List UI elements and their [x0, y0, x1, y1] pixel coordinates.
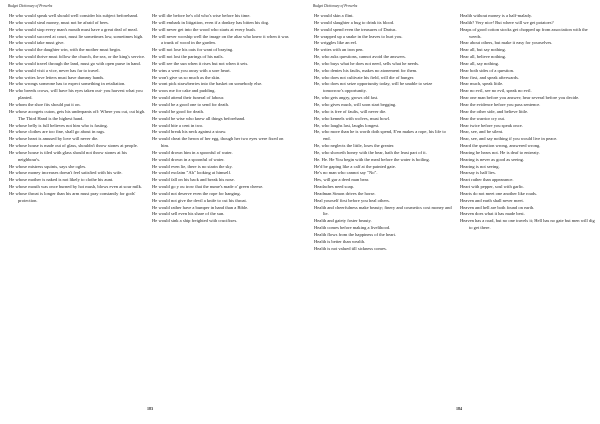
proverb-entry: He wrapped up a snake in the leaves to hurt you. — [314, 33, 403, 39]
running-header: Budget Dictionary of Proverbs — [313, 4, 358, 8]
proverb-entry: Hear twice before you speak once. — [460, 122, 523, 128]
proverb-entry: Hear, see, and be silent. — [460, 129, 504, 135]
proverb-entry: He wins a west you away with a sore heart. — [152, 67, 231, 73]
proverb-entry: Health comes before making a livelihood. — [314, 225, 391, 231]
proverb-entry: He, who gets angry, grows old fast. — [314, 95, 379, 101]
proverb-entry: Hear much, speak little. — [460, 81, 504, 87]
proverb-entry: He would break his neck against a straw. — [152, 129, 227, 135]
proverb-entry: He will embark in litigation, even if a donkey has bitten his dog. — [152, 19, 270, 25]
proverb-entry: He. He. He You begin with the meal before the water is boiling. — [314, 156, 430, 162]
proverb-entry: Hear the other side, and believe little. — [460, 108, 529, 114]
proverb-column — [460, 13, 598, 232]
proverb-entry: He whose mistress squints, says she ogles. — [9, 163, 87, 169]
proverb-entry: He who would travel through the land, must go with open purse in hand. — [9, 60, 141, 66]
proverb-entry: He won't give us so much as the skin. — [152, 74, 221, 80]
proverb-entry: Hear both sides of a question. — [460, 67, 515, 73]
proverb-entry: Hear about others, but make it easy for yourselves. — [460, 40, 553, 46]
proverb-entry: He who wrongs someone has to expect something in retaliation. — [9, 81, 126, 87]
proverb-column — [152, 13, 291, 225]
proverb-entry: He who writes love letters must have dummy hands. — [9, 74, 105, 80]
proverb-entry: He whose house is tiled with glass should not throw stones at his neighbour's. — [9, 149, 127, 162]
proverb-entry: He would skin a flint. — [314, 13, 354, 18]
proverb-entry: He will die before he's old who's wise before his time. — [152, 13, 251, 18]
proverb-entry: He will see the sun when it rises but not when it sets. — [152, 60, 249, 66]
proverb-entry: He would attend their funeral of labour. — [152, 95, 225, 101]
proverb-entry: He would drown in a spoonful of water. — [152, 156, 225, 162]
right-page — [300, 0, 600, 424]
proverb-column — [9, 13, 148, 205]
proverb-entry: Hearing he hears not. He is deaf to entreaty. — [460, 149, 540, 155]
proverb-entry: He whose mother is naked is not likely to clothe his aunt. — [9, 177, 114, 183]
proverb-entry: He would slaughter a bug to drink its blood. — [314, 19, 395, 25]
proverb-entry: He would not give the devil a knife to cut his throat. — [152, 197, 247, 203]
proverb-entry: Heaven and hell are both found on earth. — [460, 204, 535, 210]
proverb-entry: Health and cheerfulness make beauty; finery and cosmetics cost money and lie. — [314, 204, 452, 217]
proverb-entry: Hear first, and speak afterwards. — [460, 74, 520, 80]
proverb-entry: He who would stop every man's mouth must have a great deal of meal. — [9, 26, 138, 32]
proverb-entry: He wriggles like an eel. — [314, 40, 358, 46]
page-number: 183 — [147, 406, 153, 411]
proverb-entry: He who would the daughter win, with the mother must begin. — [9, 47, 121, 53]
proverb-entry: Hes, will gar a deed man bear. — [314, 177, 370, 183]
proverb-entry: He whose throat is longer than his arm must pray constantly for gods' protection. — [9, 190, 136, 203]
running-header: Budget Dictionary of Proverbs — [8, 4, 53, 8]
proverb-entry: He's no man who cannot say "No". — [314, 170, 378, 176]
proverb-entry: He whose heart is amused by love will never die. — [9, 136, 99, 142]
proverb-entry: Hear all, but say nothing. — [460, 47, 506, 53]
proverb-entry: He, who more than he is worth doth spend, E'en makes a rope, his life to end. — [314, 129, 446, 142]
proverb-entry: Headman Simon drives the horse. — [314, 190, 376, 196]
proverb-entry: He whom the shoe fits should put it on. — [9, 101, 81, 107]
proverb-entry: He, who gives much, will soon start begging. — [314, 101, 397, 107]
proverb-entry: He who would steal money, must not be afraid of bees. — [9, 19, 109, 25]
proverb-entry: He will not lose his oats for want of braying. — [152, 47, 234, 53]
proverb-entry: He whose house is made out of glass, shouldn't throw stones at people. — [9, 143, 138, 149]
proverb-entry: Health is not valued till sickness comes. — [314, 245, 387, 251]
proverb-entry: Hearing is never as good as seeing. — [460, 156, 525, 162]
proverb-entry: He would drown him in a spoonful of water. — [152, 149, 233, 155]
proverb-entry: Health and gaiety foster beauty. — [314, 218, 372, 224]
proverb-entry: Hear no evil, see no evil, speak no evil. — [460, 88, 532, 94]
proverb-entry: He, who neglects the little, loses the greater. — [314, 143, 395, 149]
proverb-entry: He whose money increases doesn't feel satisfied with his wife. — [9, 170, 123, 176]
proverb-entry: Hearing is not seeing. — [460, 163, 500, 169]
proverb-entry: He would be a good one to send for death. — [152, 101, 230, 107]
proverb-entry: Hear all, say nothing. — [460, 60, 500, 66]
proverb-entry: He, who laughs last, laughs longest. — [314, 122, 380, 128]
proverb-entry: He writes with an iron pen. — [314, 47, 364, 53]
proverb-entry: Heaven and earth shall never meet. — [460, 197, 524, 203]
proverb-entry: He wont pick strawberries into the basket on somebody else. — [152, 81, 263, 87]
proverb-entry: He whose belly is full believes not him who is fasting. — [9, 122, 108, 128]
proverb-entry: Health without money is a half-malady. — [460, 13, 532, 18]
proverb-entry: He, who does not cultivate his field, will die of hunger. — [314, 74, 415, 80]
proverb-entry: He will not lost the parings of his nails. — [152, 54, 224, 60]
proverb-entry: He would even lie, there is no starin the sky. — [152, 163, 233, 169]
proverb-entry: He, who asks questions, cannot avoid the answers. — [314, 54, 406, 60]
proverb-entry: He who would succeed at court, must lie sometimes low, sometimes high. — [9, 33, 144, 39]
proverb-entry: He whose mouth was once burned by hot mush, blows even at sour milk. — [9, 184, 142, 190]
proverb-entry: He would spend even the treasures of Darius. — [314, 26, 397, 32]
proverb-entry: He, who kennels with wolves, must howl. — [314, 115, 391, 121]
proverb-entry: Hear, see, and say nothing if you would live in peace. — [460, 136, 558, 142]
proverb-entry: He whose acorgets cuton, gets his underpants off: Where you cut, cut high. The Third Hand is the highest hand. — [9, 108, 146, 121]
proverb-column — [314, 13, 452, 253]
proverb-entry: He would cheat the heron of her egg, though her two eyes were fixed on him. — [152, 136, 284, 149]
proverb-entry: He will never worship well the image on the altar who knew it when it was a trunk of wood in the garden. — [152, 33, 289, 46]
proverb-entry: He, who denies his faults, makes no atonement for them. — [314, 67, 418, 73]
proverb-entry: Heart rather than appearance. — [460, 177, 514, 183]
proverb-entry: Hearts do not meet one another like roads. — [460, 190, 538, 196]
proverb-entry: He, who does not seize opportunity today, will be unable to seize tomorrow's opportunity. — [314, 81, 433, 94]
proverb-entry: He would sink a ship freighted with crucifixes. — [152, 218, 238, 224]
proverb-entry: He would bite a cent in two. — [152, 122, 204, 128]
proverb-entry: He would exclaim "Ah" looking at himself. — [152, 170, 232, 176]
proverb-entry: He, who is free of faults, will never die. — [314, 108, 387, 114]
proverb-entry: Hear the evidence before you pass sentence. — [460, 101, 541, 107]
proverb-entry: Health flows from the happiness of the heart. — [314, 232, 397, 237]
proverb-entry: Hearsay is half lies. — [460, 170, 496, 176]
proverb-entry: Hear one man before you answer; hear several before you decide. — [460, 95, 580, 101]
proverb-entry: He would sell even his share of the sun. — [152, 211, 225, 217]
proverb-entry: Heart with pepper, soul with garlic. — [460, 184, 525, 190]
proverb-entry: Hear all, believe nothing. — [460, 54, 507, 60]
proverb-entry: Heaps of good cotton stocks get chopped up from association with the weeds. — [460, 26, 588, 39]
proverb-entry: Heal yourself first before you heal others. — [314, 197, 390, 203]
proverb-entry: He'd be gaping like a calf at the painted gate. — [314, 163, 396, 169]
proverb-entry: He who would thrive must follow the church, the sea, or the king's service. — [9, 54, 146, 60]
proverb-entry: He, who buys what he does not need, sells what he needs. — [314, 60, 420, 66]
proverb-entry: He would go y ou trow that the nume's made o' green cheese. — [152, 184, 264, 190]
proverb-entry: He will never get into the wood who starts at every bush. — [152, 26, 256, 32]
proverb-entry: Heaven has a road, but no one travels it; Hell has no gate but men will dig to get there. — [460, 218, 595, 231]
proverb-entry: He would be wise who knew all things beforehand. — [152, 115, 246, 121]
proverb-entry: He who would speak well should well consider his subject beforehand. — [9, 13, 139, 18]
page-number: 184 — [456, 406, 462, 411]
proverb-entry: Heaven does what it has made best. — [460, 211, 525, 217]
proverb-entry: He woos me for cake and pudding. — [152, 88, 216, 94]
proverb-entry: He whose clothes are too fine, shall go about in rags. — [9, 129, 106, 135]
proverb-entry: Headaches need soap. — [314, 184, 355, 190]
proverb-entry: Heard the question wrong, answered wrong. — [460, 143, 541, 149]
proverb-entry: He would fall on his back and break his nose. — [152, 177, 235, 183]
proverb-entry: Health is better than wealth. — [314, 238, 366, 244]
proverb-entry: Health? Very nice! But where will we get potatoes? — [460, 19, 554, 25]
proverb-entry: He who would visit a vice, never has far to travel. — [9, 67, 100, 73]
proverb-entry: Hear the warrior cry out. — [460, 115, 506, 121]
proverb-entry: He would be good for death. — [152, 108, 205, 114]
proverb-entry: He, who showeth honey with the bear, hath the least part of it. — [314, 149, 427, 155]
proverb-entry: He who breeds crows, will have his eyes taken out- you harvest what you planted. — [9, 88, 143, 101]
proverb-entry: He who would take must give. — [9, 40, 65, 46]
proverb-entry: He would rather have a bumper in hand than a Bible. — [152, 204, 249, 210]
proverb-entry: He would not deserve even the rope for hanging. — [152, 190, 241, 196]
